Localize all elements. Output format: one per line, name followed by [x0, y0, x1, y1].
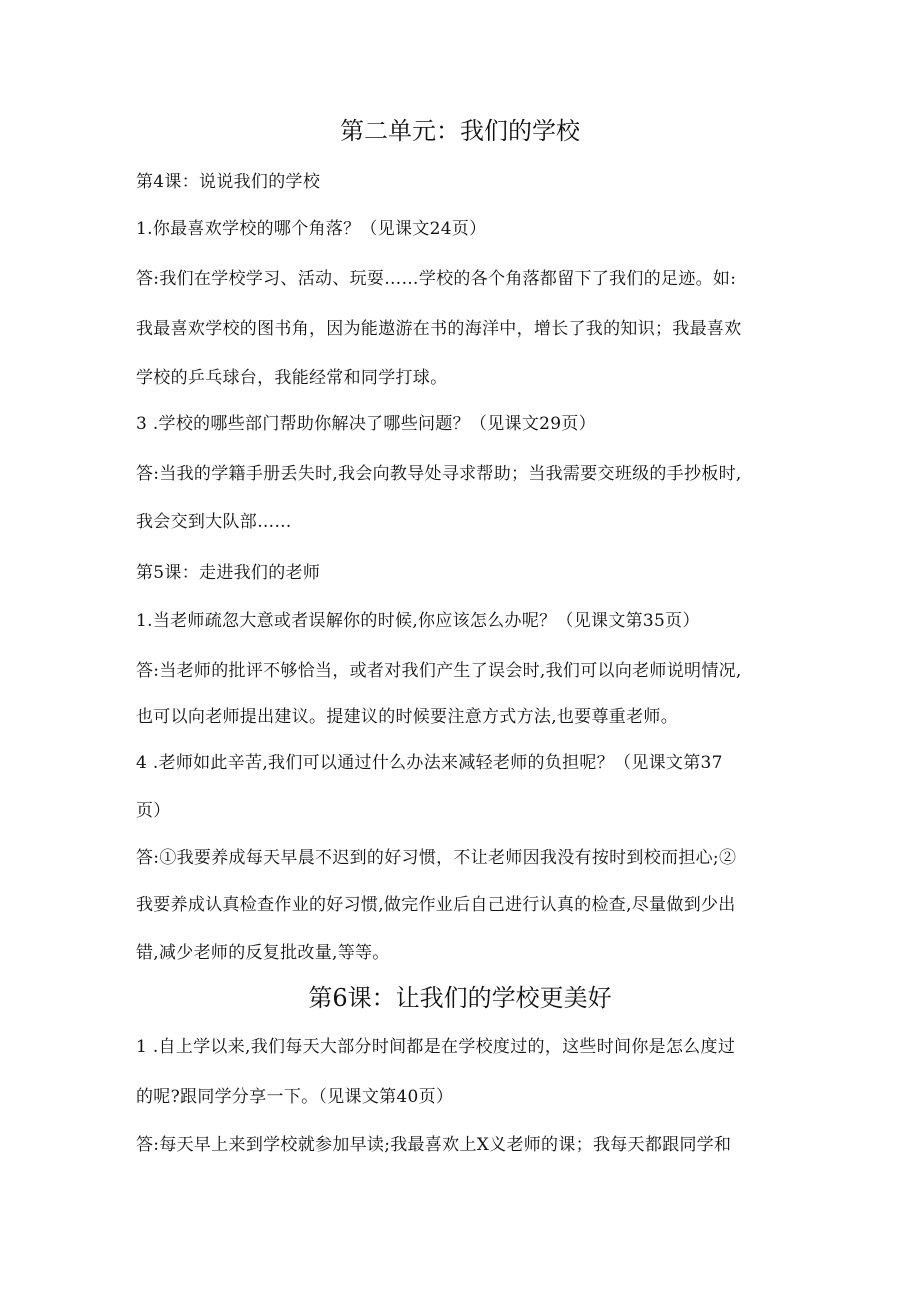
- lesson5-answer-4-line-3: 错,减少老师的反复批改量,等等。: [136, 943, 390, 963]
- lesson5-question-4-line-1: 4 .老师如此辛苦,我们可以通过什么办法来减轻老师的负担呢？（见课文第37: [136, 753, 723, 773]
- lesson4-heading: 第4课：说说我们的学校: [136, 172, 321, 192]
- lesson5-question-4-line-2: 页）: [136, 801, 171, 821]
- lesson4-answer-3-line-1: 答:当我的学籍手册丢失时,我会向教导处寻求帮助；当我需要交班级的手抄板时,: [136, 464, 742, 484]
- lesson5-answer-4-line-2: 我要养成认真检查作业的好习惯,做完作业后自己进行认真的检查,尽量做到少出: [136, 895, 736, 915]
- lesson5-answer-1-line-2: 也可以向老师提出建议。提建议的时候要注意方式方法,也要尊重老师。: [136, 707, 679, 727]
- lesson5-answer-4-line-1: 答:①我要养成每天早晨不迟到的好习惯，不让老师因我没有按时到校而担心;②: [136, 848, 737, 868]
- unit-title: 第二单元：我们的学校: [340, 117, 580, 145]
- lesson6-heading: 第6课：让我们的学校更美好: [308, 984, 612, 1012]
- lesson4-answer-1-line-2: 我最喜欢学校的图书角，因为能遨游在书的海洋中，增长了我的知识；我最喜欢: [136, 319, 742, 339]
- lesson6-answer-1-line-1: 答:每天早上来到学校就参加早读;我最喜欢上X义老师的课；我每天都跟同学和: [136, 1135, 732, 1155]
- lesson4-question-1: 1.你最喜欢学校的哪个角落？（见课文24页）: [136, 219, 487, 239]
- lesson4-answer-3-line-2: 我会交到大队部……: [136, 512, 292, 532]
- lesson4-question-3: 3 .学校的哪些部门帮助你解决了哪些问题？（见课文29页）: [136, 414, 596, 434]
- lesson6-question-1-line-1: 1 .自上学以来,我们每天大部分时间都是在学校度过的，这些时间你是怎么度过: [136, 1037, 736, 1057]
- lesson4-answer-1-line-3: 学校的乒乓球台，我能经常和同学打球。: [136, 368, 448, 388]
- lesson5-answer-1-line-1: 答:当老师的批评不够恰当，或者对我们产生了误会时,我们可以向老师说明情况,: [136, 661, 742, 681]
- lesson5-heading: 第5课：走进我们的老师: [136, 563, 321, 583]
- lesson5-question-1: 1.当老师疏忽大意或者误解你的时候,你应该怎么办呢？（见课文第35页）: [136, 611, 700, 631]
- lesson6-question-1-line-2: 的呢?跟同学分享一下。（见课文第40页）: [136, 1087, 454, 1107]
- lesson4-answer-1-line-1: 答:我们在学校学习、活动、玩耍……学校的各个角落都留下了我们的足迹。如:: [136, 269, 737, 289]
